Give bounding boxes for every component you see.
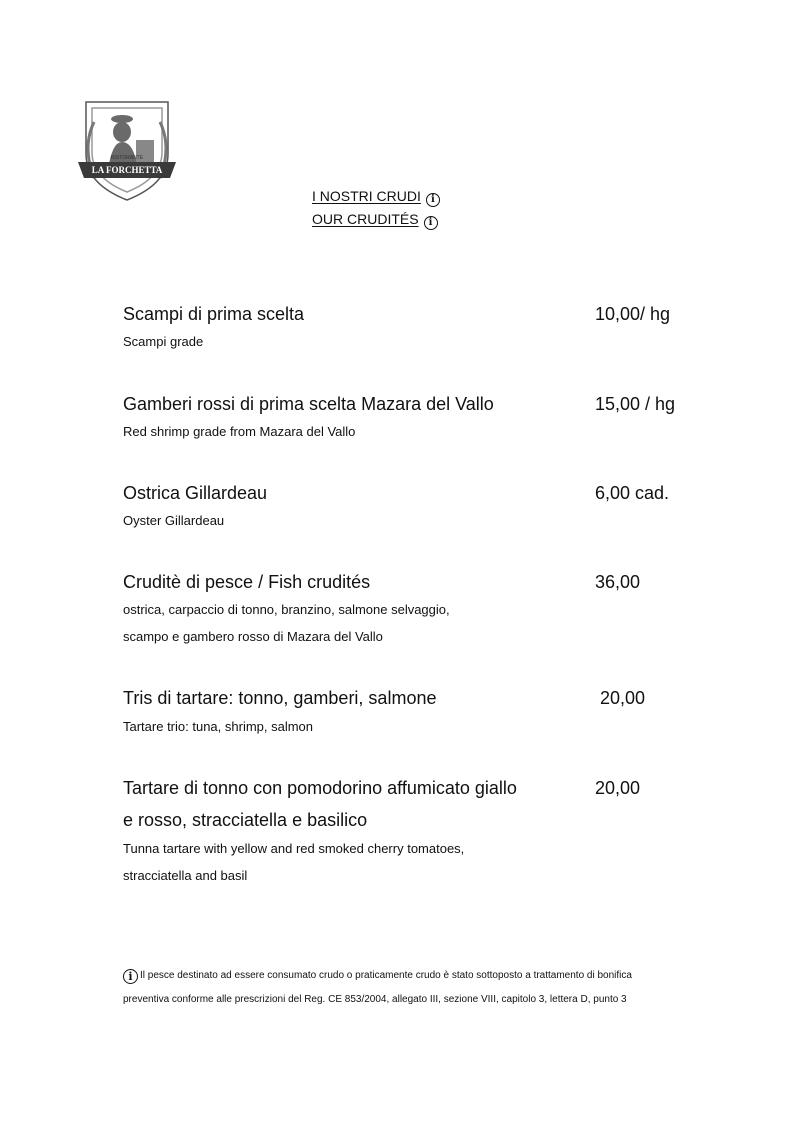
item-description: Oyster Gillardeau (123, 513, 225, 528)
item-description: stracciatella and basil (123, 868, 248, 883)
menu-heading-it (312, 188, 440, 207)
item-price: 6,00 cad. (595, 483, 670, 503)
item-title: Scampi di prima scelta (123, 304, 305, 324)
item-price: 15,00 / hg (595, 394, 676, 414)
svg-text:RISTORANTE: RISTORANTE (110, 155, 144, 161)
item-description: scampo e gambero rosso di Mazara del Vallo (123, 629, 383, 644)
item-title: Cruditè di pesce / Fish crudités (123, 572, 371, 592)
item-title: Gamberi rossi di prima scelta Mazara del Vallo (123, 394, 494, 414)
item-title: e rosso, stracciatella e basilico (123, 810, 368, 830)
footnote-line-2: preventiva conforme alle prescrizioni del Reg. CE 853/2004, allegato III, sezione VIII, capitolo 3, lettera D, punto 3 (123, 994, 627, 1005)
menu-heading-en (312, 211, 438, 230)
item-price: 20,00 (595, 778, 641, 798)
item-title: Tris di tartare: tonno, gamberi, salmone (123, 688, 437, 708)
item-description: Scampi grade (123, 334, 204, 349)
item-price: 10,00/ hg (595, 304, 671, 324)
info-icon: i (123, 969, 138, 984)
item-title: Tartare di tonno con pomodorino affumicato giallo (123, 778, 517, 798)
item-price: 20,00 (600, 688, 646, 708)
item-description: Tartare trio: tuna, shrimp, salmon (123, 719, 314, 734)
info-icon: i (426, 193, 440, 207)
svg-text:LA FORCHETTA: LA FORCHETTA (91, 165, 163, 175)
footnote-line-1 (123, 969, 632, 984)
item-price: 36,00 (595, 572, 641, 592)
item-description: Tunna tartare with yellow and red smoked cherry tomatoes, (123, 841, 465, 856)
heading-text-en: OUR CRUDITÉS (312, 211, 419, 227)
item-description: ostrica, carpaccio di tonno, branzino, salmone selvaggio, (123, 602, 450, 617)
info-icon: i (424, 216, 438, 230)
footnote-text: Il pesce destinato ad essere consumato crudo o praticamente crudo è stato sottoposto a trattamento di bonifica (140, 970, 632, 981)
item-description: Red shrimp grade from Mazara del Vallo (123, 424, 356, 439)
restaurant-logo (72, 92, 182, 204)
heading-text-it: I NOSTRI CRUDI (312, 188, 421, 204)
item-title: Ostrica Gillardeau (123, 483, 268, 503)
